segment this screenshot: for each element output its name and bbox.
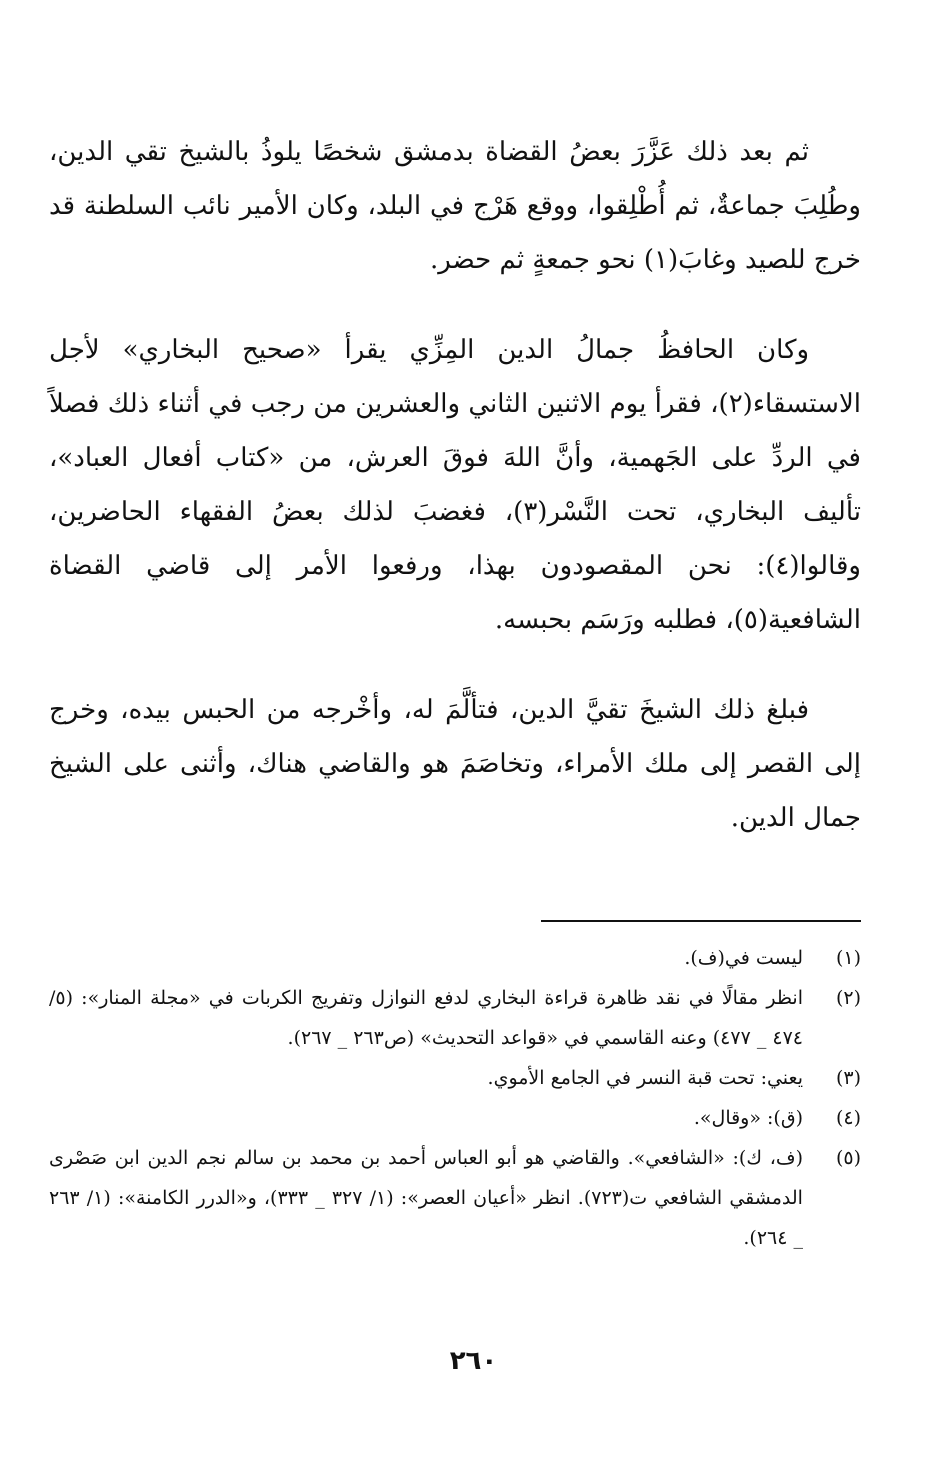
footnote-text: (ف، ك): «الشافعي». والقاضي هو أبو العباس أحمد بن محمد بن سالم نجم الدين ابن صَصْرى الدمشقي الشافعي ت(٧٢٣). انظر «أعيان العصر»: (١/ ٣٢٧ _ ٣٣٣)، و«الدرر الكامنة»: (١/ ٢٦٣ _ ٢٦٤). <box>49 1147 803 1249</box>
footnote-item <box>49 1058 861 1098</box>
footnote-divider <box>541 920 861 922</box>
paragraph: وكان الحافظُ جمالُ الدين المِزِّي يقرأ «صحيح البخاري» لأجل الاستسقاء(٢)، فقرأ يوم الاثنين الثاني والعشرين من رجب في أثناء ذلك فصلاً في الردِّ على الجَهمية، وأنَّ اللهَ فوقَ العرش، من «كتاب أفعال العباد»، تأليف البخاري، تحت النَّسْر(٣)، فغضبَ لذلك بعضُ الفقهاء الحاضرين، وقالوا(٤): نحن المقصودون بهذا، ورفعوا الأمر إلى قاضي القضاة الشافعية(٥)، فطلبه ورَسَم بحبسه. <box>49 335 862 635</box>
page-number: ٢٦٠ <box>449 1346 498 1376</box>
footnote-text: انظر مقالًا في نقد ظاهرة قراءة البخاري لدفع النوازل وتفريج الكربات في «مجلة المنار»: (٥/ ٤٧٤ _ ٤٧٧) وعنه القاسمي في «قواعد التحديث» (ص٢٦٣ _ ٢٦٧). <box>49 987 803 1049</box>
footnote-item <box>49 978 861 1058</box>
footnote-number: (٤) <box>835 1107 861 1129</box>
footnote-text: (ق): «وقال». <box>693 1107 803 1129</box>
footnote-number: (١) <box>835 947 861 969</box>
footnote-item <box>49 1098 861 1138</box>
footnote-item <box>49 1138 861 1258</box>
paragraph: فبلغ ذلك الشيخَ تقيَّ الدين، فتألَّمَ له، وأخْرجه من الحبس بيده، وخرج إلى القصر إلى ملك الأمراء، وتخاصَمَ هو والقاضي هناك، وأثنى على الشيخ جمال الدين. <box>49 695 861 833</box>
paragraph: ثم بعد ذلك عَزَّرَ بعضُ القضاة بدمشق شخصًا يلوذُ بالشيخ تقي الدين، وطُلِبَ جماعةٌ، ثم أُطْلِقوا، ووقع هَرْج في البلد، وكان الأمير نائب السلطنة قد خرج للصيد وغابَ(١) نحو جمعةٍ ثم حضر. <box>49 137 861 275</box>
footnote-text: ليست في(ف). <box>684 947 803 969</box>
footnotes <box>49 938 861 1258</box>
footnote-number: (٣) <box>835 1067 861 1089</box>
footnote-item <box>49 938 861 978</box>
footnote-number: (٥) <box>835 1147 861 1169</box>
footnote-number: (٢) <box>835 987 861 1009</box>
main-text <box>49 125 861 881</box>
footnote-text: يعني: تحت قبة النسر في الجامع الأموي. <box>487 1067 803 1089</box>
